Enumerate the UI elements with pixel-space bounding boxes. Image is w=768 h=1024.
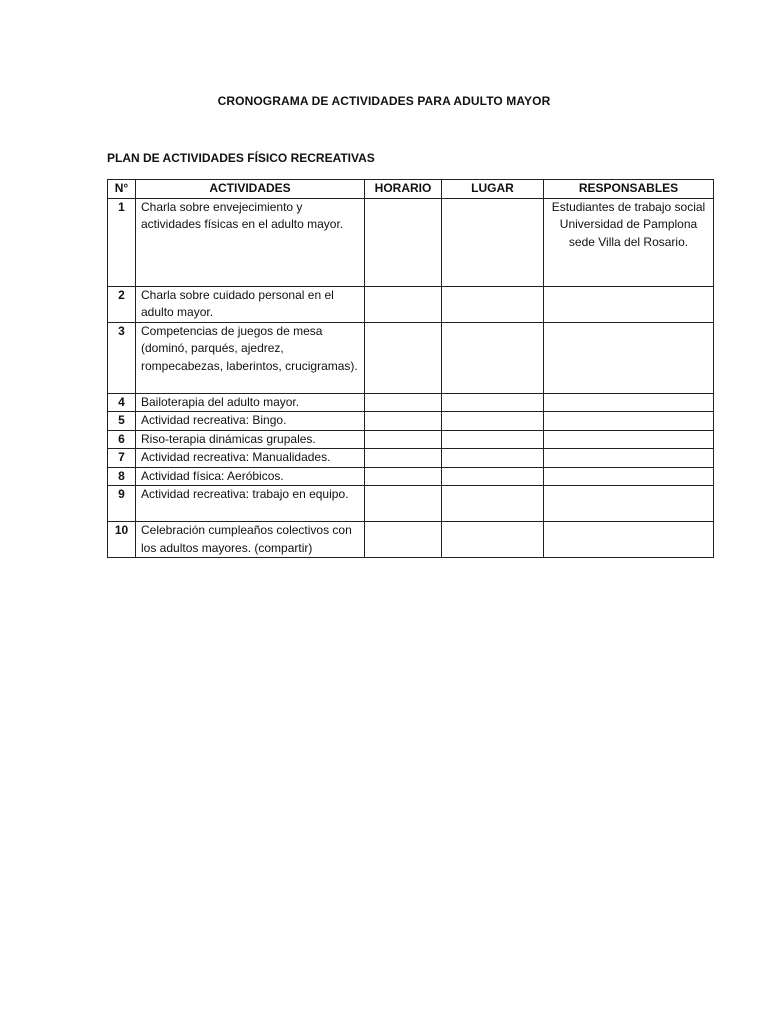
table-row — [108, 286, 714, 322]
row-number: 1 — [108, 198, 136, 286]
row-schedule — [365, 322, 442, 393]
row-responsible — [544, 522, 714, 558]
row-place — [442, 430, 544, 449]
header-activities: ACTIVIDADES — [136, 180, 365, 199]
row-activity: Actividad recreativa: Bingo. — [136, 412, 365, 431]
table-row — [108, 449, 714, 468]
row-schedule — [365, 393, 442, 412]
row-number: 10 — [108, 522, 136, 558]
row-place — [442, 467, 544, 486]
row-schedule — [365, 430, 442, 449]
activities-table — [107, 179, 714, 558]
row-activity: Actividad recreativa: Manualidades. — [136, 449, 365, 468]
row-number: 5 — [108, 412, 136, 431]
row-activity: Charla sobre cuidado personal en el adulto mayor. — [136, 286, 365, 322]
header-place: LUGAR — [442, 180, 544, 199]
table-row — [108, 522, 714, 558]
table-row — [108, 486, 714, 522]
row-responsible — [544, 486, 714, 522]
row-responsible — [544, 286, 714, 322]
row-number: 8 — [108, 467, 136, 486]
row-schedule — [365, 198, 442, 286]
row-schedule — [365, 522, 442, 558]
row-schedule — [365, 486, 442, 522]
header-number: N° — [108, 180, 136, 199]
row-responsible — [544, 322, 714, 393]
section-title: PLAN DE ACTIVIDADES FÍSICO RECREATIVAS — [107, 151, 375, 165]
row-activity: Celebración cumpleaños colectivos con los adultos mayores. (compartir) — [136, 522, 365, 558]
row-responsible — [544, 467, 714, 486]
row-place — [442, 198, 544, 286]
row-schedule — [365, 412, 442, 431]
row-place — [442, 393, 544, 412]
row-number: 9 — [108, 486, 136, 522]
row-place — [442, 322, 544, 393]
table-row — [108, 198, 714, 286]
table-row — [108, 430, 714, 449]
row-schedule — [365, 467, 442, 486]
page-title: CRONOGRAMA DE ACTIVIDADES PARA ADULTO MAYOR — [217, 94, 551, 108]
row-number: 6 — [108, 430, 136, 449]
row-number: 2 — [108, 286, 136, 322]
row-activity: Actividad recreativa: trabajo en equipo. — [136, 486, 365, 522]
row-number: 4 — [108, 393, 136, 412]
row-activity: Bailoterapia del adulto mayor. — [136, 393, 365, 412]
table-header-row — [108, 180, 714, 199]
row-place — [442, 522, 544, 558]
row-responsible — [544, 393, 714, 412]
row-activity: Riso-terapia dinámicas grupales. — [136, 430, 365, 449]
row-schedule — [365, 449, 442, 468]
header-schedule: HORARIO — [365, 180, 442, 199]
row-responsible — [544, 430, 714, 449]
row-place — [442, 412, 544, 431]
row-responsible — [544, 449, 714, 468]
row-number: 3 — [108, 322, 136, 393]
table-row — [108, 467, 714, 486]
row-place — [442, 286, 544, 322]
row-activity: Charla sobre envejecimiento y actividades físicas en el adulto mayor. — [136, 198, 365, 286]
table-row — [108, 393, 714, 412]
row-activity: Actividad física: Aeróbicos. — [136, 467, 365, 486]
row-place — [442, 486, 544, 522]
table-row — [108, 322, 714, 393]
row-responsible — [544, 412, 714, 431]
row-responsible: Estudiantes de trabajo social Universidad de Pamplona sede Villa del Rosario. — [544, 198, 714, 286]
header-responsible: RESPONSABLES — [544, 180, 714, 199]
row-place — [442, 449, 544, 468]
row-schedule — [365, 286, 442, 322]
table-row — [108, 412, 714, 431]
row-activity: Competencias de juegos de mesa (dominó, parqués, ajedrez, rompecabezas, laberintos, crucigramas). — [136, 322, 365, 393]
row-number: 7 — [108, 449, 136, 468]
